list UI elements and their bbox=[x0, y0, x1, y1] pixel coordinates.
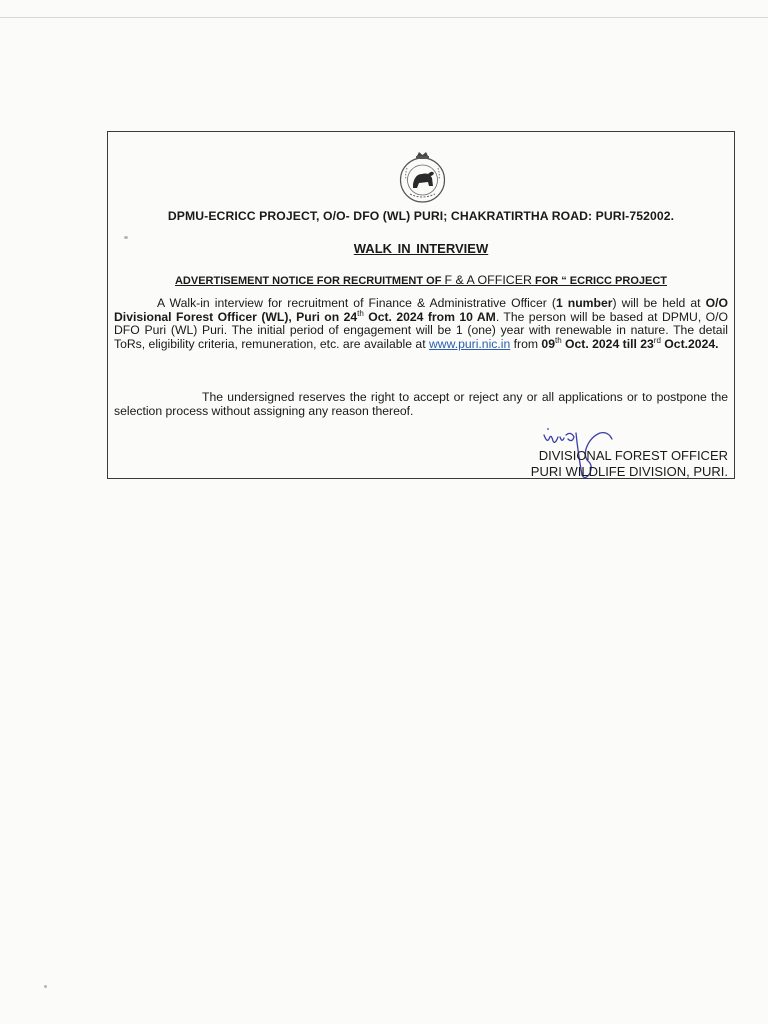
website-link[interactable]: www.puri.nic.in bbox=[428, 336, 511, 351]
subject-position: F & A OFFICER bbox=[444, 273, 532, 287]
odisha-emblem-icon bbox=[395, 150, 450, 205]
scan-speck bbox=[44, 985, 47, 988]
p1-start-day: 09 bbox=[541, 336, 555, 351]
p1-venue-date: O/O Divisional Forest Officer (WL), Puri on 24 bbox=[114, 296, 729, 324]
scan-edge-line bbox=[0, 17, 768, 18]
p1-text-6: . The person will be based at DPMU, O/O DFO Puri (WL) Puri. The initial period of engagement will be 1 (one) year with renewable in nature. The detail ToRs, eligibility criteria, remuneration, etc. are available at bbox=[114, 309, 728, 351]
signatory-division: PURI WILDLIFE DIVISION, PURI. bbox=[530, 464, 728, 479]
p1-sup-3: rd bbox=[653, 335, 661, 345]
p1-text-1: A Walk-in interview for recruitment of Finance & Administrative Officer ( bbox=[157, 296, 556, 310]
reservation-paragraph bbox=[114, 391, 728, 418]
p1-posts-count: 1 number bbox=[555, 296, 613, 310]
p2-text: The undersigned reserves the right to accept or reject any or all applications or to postpone the selection process without assigning any reason thereof. bbox=[114, 390, 728, 418]
notice-subject bbox=[107, 273, 735, 287]
p1-sup-2: th bbox=[554, 335, 562, 345]
p1-sup-1: th bbox=[357, 308, 364, 318]
p1-text-3: ) will be held at bbox=[612, 296, 706, 310]
signatory-designation: DIVISIONAL FOREST OFFICER bbox=[538, 448, 728, 463]
p1-end-year: Oct.2024. bbox=[660, 336, 719, 351]
notice-title: WALK IN INTERVIEW bbox=[353, 241, 489, 256]
interview-details-paragraph bbox=[114, 297, 728, 351]
signatory-block bbox=[531, 448, 728, 480]
subject-part-1: ADVERTISEMENT NOTICE FOR RECRUITMENT OF bbox=[174, 275, 445, 287]
subject-part-3: FOR “ ECRICC PROJECT bbox=[531, 275, 667, 287]
scan-speck bbox=[124, 236, 128, 239]
p1-text-7: from bbox=[510, 336, 542, 351]
office-address-header: DPMU-ECRICC PROJECT, O/O- DFO (WL) PURI; CHAKRATIRTHA ROAD: PURI-752002. bbox=[167, 209, 675, 223]
p1-end-date: Oct. 2024 till 23 bbox=[561, 336, 654, 351]
p1-time: Oct. 2024 from 10 AM bbox=[363, 309, 496, 324]
